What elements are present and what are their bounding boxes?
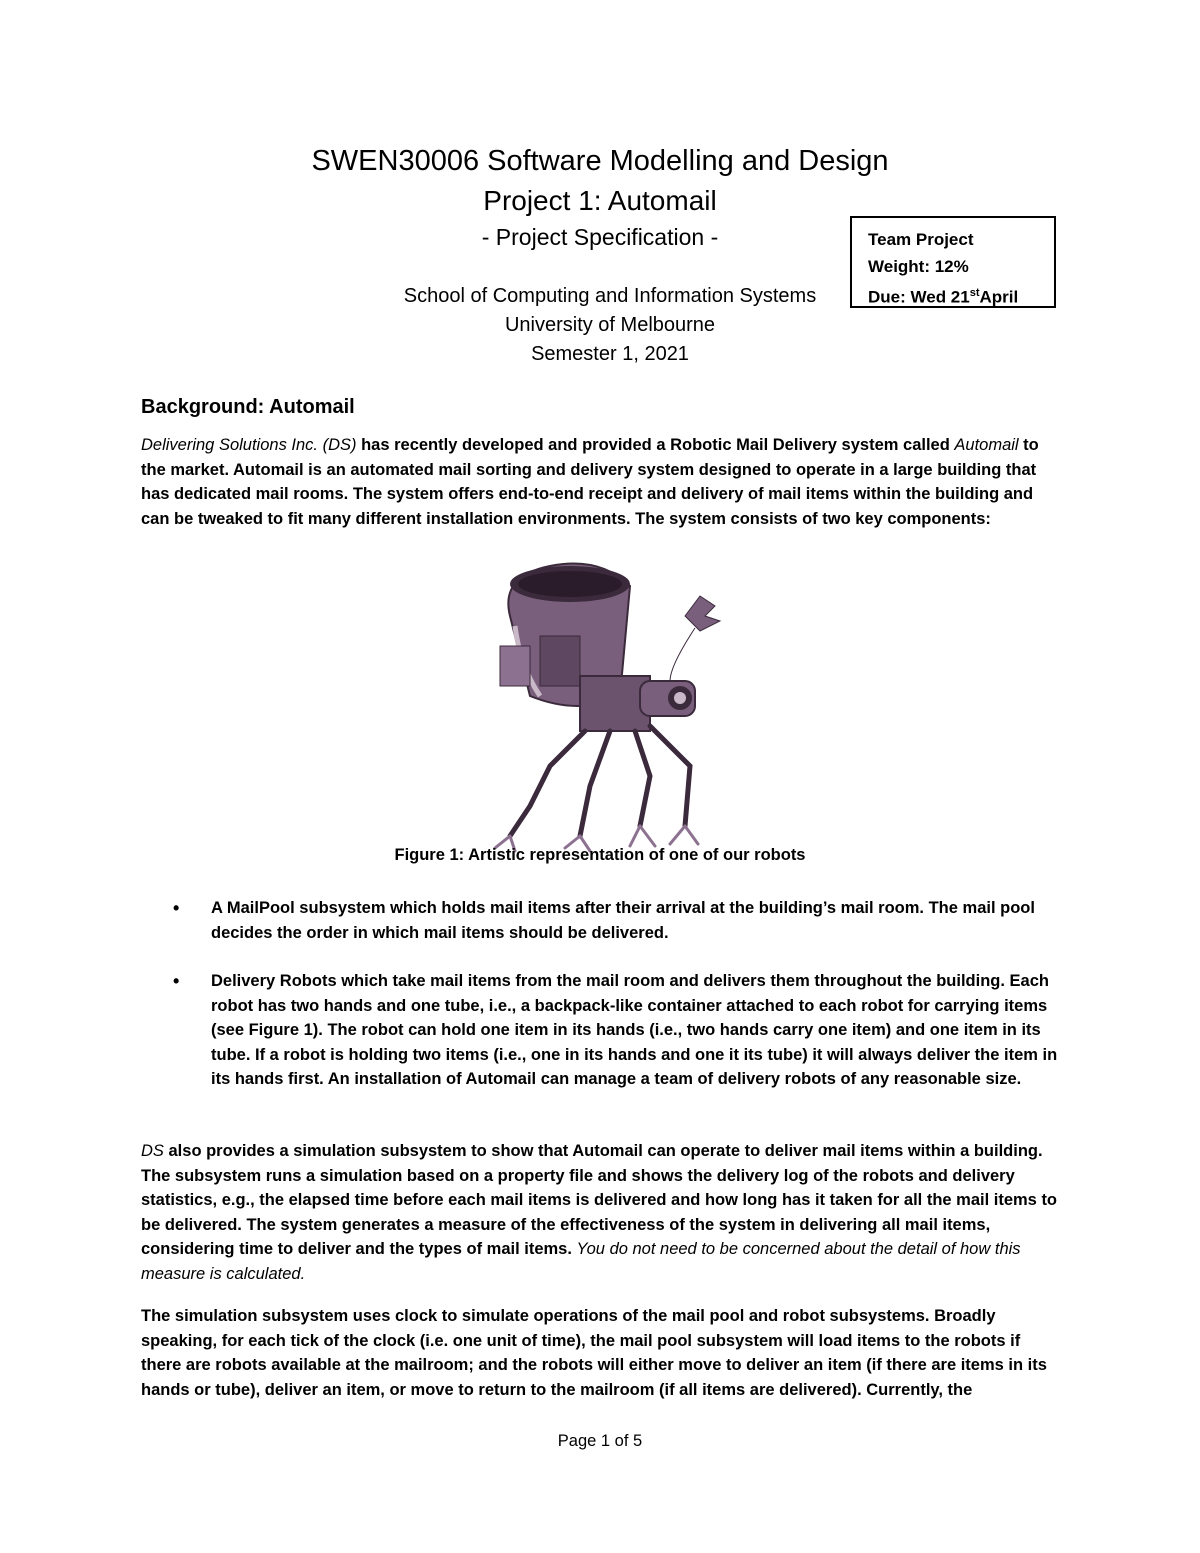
weight-label: Weight: 12% [868, 257, 969, 276]
team-project-label: Team Project [868, 230, 974, 249]
robot-illustration [470, 556, 732, 856]
page-footer [0, 1432, 1200, 1451]
bullet-symbol: • [173, 971, 180, 991]
robot-image [470, 556, 732, 856]
list-item-text: Delivery Robots which take mail items from the mail room and delivers them throughout the building. Each robot has two hands and one tube, i.e., a backpack-like container attached to each robot for carrying items (see Figure 1). The robot can hold one item in its hands (i.e., two hands carry one item) and one item in its tube. If a robot is holding two items (i.e., one in its hands and one it its tube) it will always deliver the item in its hands first. An installation of Automail can manage a team of delivery robots of any reasonable size. [211, 972, 1058, 1088]
school-name: School of Computing and Information Systems [403, 285, 817, 307]
background-paragraph: Delivering Solutions Inc. (DS) has recently developed and provided a Robotic Mail Delivery system called Automail to the market. Automail is an automated mail sorting and delivery system designed to operate in a large building that has dedicated mail rooms. The system offers end-to-end receipt and delivery of mail items within the building and can be tweaked to fit many different installation environments. The system consists of two key components: [141, 436, 1039, 528]
list-item [141, 969, 1065, 1092]
course-title: SWEN30006 Software Modelling and Design [311, 145, 889, 177]
project-title: Project 1: Automail [483, 185, 717, 216]
list-item [141, 896, 1065, 945]
background-heading: Background: Automail [141, 396, 355, 418]
semester: Semester 1, 2021 [531, 343, 689, 365]
list-item-text: A MailPool subsystem which holds mail items after their arrival at the building’s mail room. The mail pool decides the order in which mail items should be delivered. [211, 899, 1035, 942]
clock-paragraph: The simulation subsystem uses clock to simulate operations of the mail pool and robot subsystems. Broadly speaking, for each tick of the clock (i.e. one unit of time), the mail pool subsystem will load items to the robots if there are robots available at the mailroom; and the robots will either move to deliver an item (if there are items in its hands or tube), deliver an item, or move to return to the mailroom (if all items are delivered). Currently, the [141, 1307, 1047, 1399]
simulation-paragraph: DS also provides a simulation subsystem to show that Automail can operate to deliver mail items within a building. The subsystem runs a simulation based on a property file and shows the delivery log of the robots and delivery statistics, e.g., the elapsed time before each mail items is delivered and how long has it taken for all the mail items to be delivered. The system generates a measure of the effectiveness of the system in delivering all mail items, considering time to deliver and the types of mail items. You do not need to be concerned about the detail of how this measure is calculated. [141, 1142, 1058, 1283]
project-info-box [850, 216, 1056, 308]
due-date-label: Due: Wed 21stApril [868, 287, 1019, 307]
university-name: University of Melbourne [504, 314, 716, 336]
school-block [380, 282, 840, 369]
spec-title: - Project Specification - [481, 224, 719, 250]
figure-caption: Figure 1: Artistic representation of one of our robots [394, 846, 806, 864]
component-list [141, 896, 1065, 1116]
bullet-symbol: • [173, 898, 180, 918]
page-number: Page 1 of 5 [557, 1432, 643, 1450]
